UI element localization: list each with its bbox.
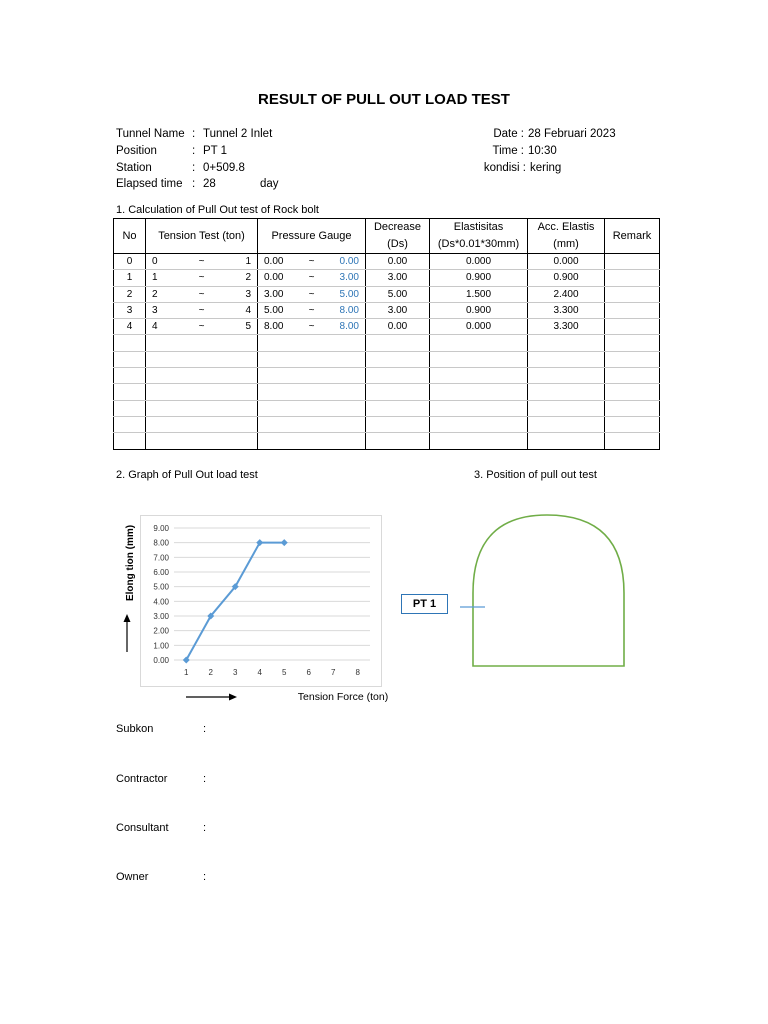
header-tension: Tension Test (ton) [146,219,258,254]
info-elapsed-label: Elapsed time [116,178,183,190]
cell-acc-elastis: 2.400 [528,286,605,302]
header-elastisitas-label: Elastisitas [453,221,504,233]
info-label: Tunnel Name [116,128,185,140]
page-title: RESULT OF PULL OUT LOAD TEST [258,91,510,108]
info-sep: : [192,128,196,140]
cell-no: 2 [114,286,146,302]
consultant-label: Consultant [116,822,169,834]
header-elastisitas-sub: (Ds*0.01*30mm) [437,238,520,250]
info-sep: : [192,162,196,174]
tension-from: 4 [152,321,158,333]
cell-elastisitas: 0.000 [430,319,528,335]
cell-decrease: 3.00 [366,302,430,318]
pressure-from: 8.00 [264,321,284,333]
info-position-value: PT 1 [203,145,228,157]
info-station-label: Station [116,162,152,174]
info-tunnel-name-value: Tunnel 2 Inlet [203,128,273,140]
x-tick-label: 8 [355,668,360,677]
x-tick-label: 4 [257,668,262,677]
x-tick-label: 5 [282,668,287,677]
tension-to: 1 [245,256,251,268]
contractor-sep: : [203,773,207,785]
info-time-label: Time : [492,145,524,157]
header-remark: Remark [605,219,660,254]
cell-decrease: 5.00 [366,286,430,302]
pressure-to: 0.00 [339,256,359,268]
y-arrow-head [124,614,131,622]
cell-decrease: 3.00 [366,270,430,286]
tilde: ~ [308,305,315,317]
header-no: No [114,219,146,254]
owner-label: Owner [116,871,149,883]
x-tick-label: 3 [233,668,238,677]
y-tick-label: 6.00 [153,568,169,577]
y-tick-label: 8.00 [153,538,169,548]
tension-to: 4 [245,305,251,317]
info-station-value: 0+509.8 [203,162,245,174]
tilde: ~ [198,288,205,300]
tilde: ~ [308,256,315,268]
cell-acc-elastis: 3.300 [528,302,605,318]
info-kondisi-value: kering [530,162,562,174]
x-tick-label: 1 [184,668,189,677]
tilde: ~ [198,272,205,284]
pressure-to: 3.00 [339,272,359,284]
header-acc-sub: (mm) [553,238,579,250]
tension-from: 3 [152,305,158,317]
tilde: ~ [198,256,205,268]
tilde: ~ [308,272,315,284]
header-pressure: Pressure Gauge [258,219,366,254]
info-date-label: Date : [493,128,524,140]
y-tick-label: 0.00 [153,656,169,665]
y-tick-label: 9.00 [153,524,169,533]
section-3-heading: 3. Position of pull out test [474,469,597,481]
tension-from: 1 [152,272,158,284]
x-axis-label: Tension Force (ton) [297,691,389,703]
pressure-from: 0.00 [264,256,284,268]
y-tick-label: 3.00 [153,612,169,621]
consultant-sep: : [203,822,207,834]
info-elapsed-unit: day [260,178,279,190]
contractor-label: Contractor [116,773,168,785]
cell-no: 3 [114,302,146,318]
tilde: ~ [198,321,205,333]
x-tick-label: 6 [306,668,311,677]
tunnel-section-diagram [460,505,640,675]
pressure-to: 8.00 [339,321,359,333]
pressure-from: 0.00 [264,272,284,284]
tension-to: 5 [245,321,251,333]
tilde: ~ [308,321,315,333]
tilde: ~ [198,305,205,317]
tension-to: 3 [245,288,251,300]
x-tick-label: 7 [331,668,336,677]
tension-from: 0 [152,256,158,268]
info-time-value: 10:30 [528,145,557,157]
cell-decrease: 0.00 [366,254,430,270]
info-sep: : [192,178,196,190]
section-1-heading: 1. Calculation of Pull Out test of Rock bolt [116,204,319,216]
owner-sep: : [203,871,207,883]
pressure-from: 5.00 [264,305,284,317]
y-tick-label: 1.00 [153,641,169,651]
cell-no: 1 [114,270,146,286]
y-tick-label: 2.00 [153,626,169,636]
pressure-to: 8.00 [339,305,359,317]
info-date-value: 28 Februari 2023 [528,128,616,140]
cell-acc-elastis: 0.000 [528,254,605,270]
info-elapsed-value: 28 [203,178,216,190]
data-point [281,539,288,546]
tension-from: 2 [152,288,158,300]
info-kondisi-label: kondisi : [483,162,526,174]
section-2-heading: 2. Graph of Pull Out load test [116,469,258,481]
x-tick-label: 2 [208,668,213,677]
cell-elastisitas: 0.000 [430,254,528,270]
cell-elastisitas: 1.500 [430,286,528,302]
cell-elastisitas: 0.900 [430,302,528,318]
pressure-from: 3.00 [264,288,284,300]
cell-decrease: 0.00 [366,319,430,335]
x-arrow-head [229,694,237,701]
y-tick-label: 5.00 [153,582,169,592]
header-decrease-label: Decrease [373,221,422,233]
info-position-label: Position [116,145,157,157]
header-decrease-sub: (Ds) [387,238,408,250]
pt1-label-box: PT 1 [401,594,448,614]
tilde: ~ [308,288,315,300]
y-tick-label: 7.00 [153,553,169,563]
tension-to: 2 [245,272,251,284]
subkon-sep: : [203,723,207,735]
cell-acc-elastis: 3.300 [528,319,605,335]
header-acc-label: Acc. Elastis [537,221,595,233]
info-sep: : [192,145,196,157]
pressure-to: 5.00 [339,288,359,300]
y-axis-label: Elong tion (mm) [125,524,136,602]
cell-elastisitas: 0.900 [430,270,528,286]
subkon-label: Subkon [116,723,154,735]
cell-no: 0 [114,254,146,270]
tunnel-outline [473,515,624,666]
cell-no: 4 [114,319,146,335]
cell-acc-elastis: 0.900 [528,270,605,286]
y-tick-label: 4.00 [153,597,169,607]
